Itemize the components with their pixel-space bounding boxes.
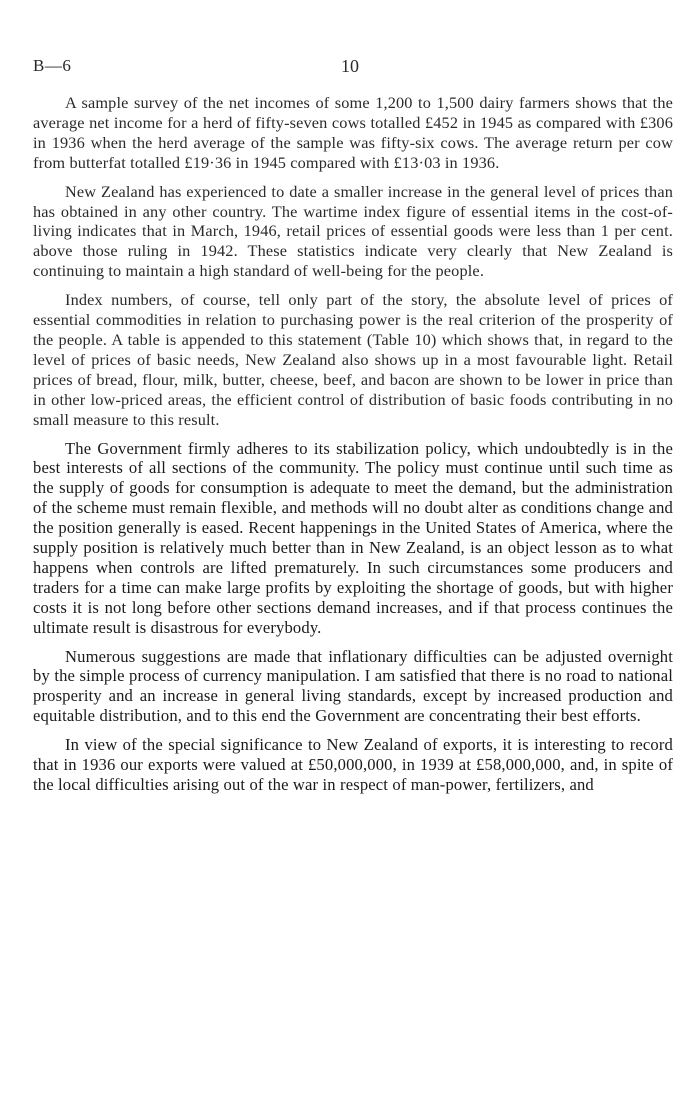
document-reference: B—6	[33, 56, 72, 75]
paragraph-stabilization-policy: The Government firmly adheres to its stabilization policy, which undoubtedly is in the best interests of all sections of the community. The policy must continue until such time as the supply of goods for consumption is adequate to meet the demand, but the administration of the scheme must remain flexible, and methods will no doubt alter as conditions change and the position generally is eased. Recent happenings in the United States of America, where the supply position is relatively much better than in New Zealand, is an object lesson as to what happens when controls are lifted prematurely. In such circumstances some producers and traders for a time can make large profits by exploiting the shortage of goods, but with higher costs it is not long before other sections demand increases, and if that process continues the ultimate result is disastrous for everybody.	[33, 438, 673, 637]
paragraph-exports: In view of the special significance to New Zealand of exports, it is interesting to record that in 1936 our exports were valued at £50,000,000, in 1939 at £58,000,000, and, in spite of the local difficulties arising out of the war in respect of man-power, fertilizers, and	[33, 735, 673, 794]
body-text	[33, 93, 673, 795]
paragraph-inflation: Numerous suggestions are made that inflationary difficulties can be adjusted overnight by the simple process of currency manipulation. I am satisfied that there is no road to national prosperity and an increase in general living standards, except by increased production and equitable distribution, and to this end the Government are concentrating their best efforts.	[33, 646, 673, 726]
paragraph-index-numbers: Index numbers, of course, tell only part of the story, the absolute level of prices of essential commodities in relation to purchasing power is the real criterion of the prosperity of the people. A table is appended to this statement (Table 10) which shows that, in regard to the level of prices of basic needs, New Zealand also shows up in a most favourable light. Retail prices of bread, flour, milk, butter, cheese, beef, and bacon are shown to be lower in price than in other low-priced areas, the efficient control of distribution of basic foods contributing in no small measure to this result.	[33, 290, 673, 429]
paragraph-dairy-incomes: A sample survey of the net incomes of some 1,200 to 1,500 dairy farmers shows that the average net income for a herd of fifty-seven cows totalled £452 in 1945 as compared with £306 in 1936 when the herd average of the sample was fifty-six cows. The average return per cow from butterfat totalled £19·36 in 1945 compared with £13·03 in 1936.	[33, 93, 673, 172]
page-number: 10	[341, 56, 359, 76]
paragraph-price-level: New Zealand has experienced to date a smaller increase in the general level of prices than has obtained in any other country. The wartime index figure of essential items in the cost-of-living indicates that in March, 1946, retail prices of essential goods were less than 1 per cent. above those ruling in 1942. These statistics indicate very clearly that New Zealand is continuing to maintain a high standard of well-being for the people.	[33, 181, 673, 281]
